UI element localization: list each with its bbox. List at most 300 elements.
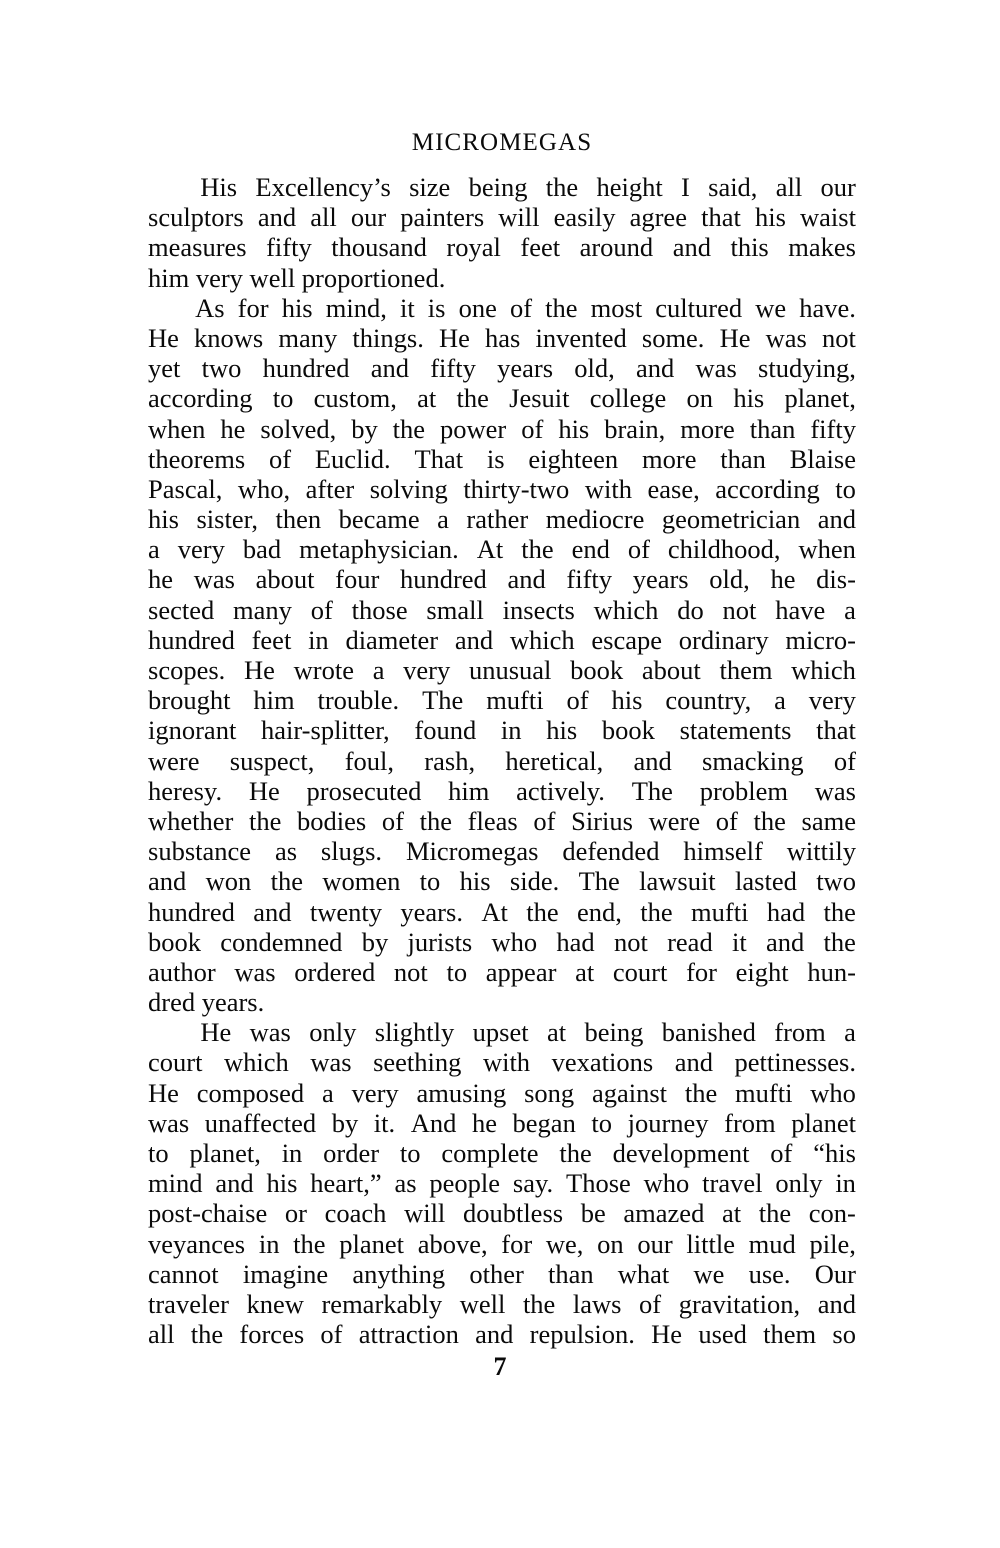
word: sected [148, 594, 215, 625]
word: which [791, 655, 856, 685]
text-line [148, 414, 856, 444]
word: ordered [294, 956, 376, 987]
word: the [753, 805, 786, 836]
word: to [399, 1138, 421, 1168]
word: “his [813, 1138, 856, 1168]
word: mediocre [545, 504, 645, 535]
text-line [148, 202, 856, 232]
word: other [469, 1258, 524, 1289]
word: the [526, 896, 559, 927]
word: the [419, 805, 452, 836]
word: end, [577, 896, 622, 927]
word: all [310, 202, 337, 233]
word: heart,” [310, 1168, 382, 1199]
word: he [148, 564, 174, 595]
word: was [234, 956, 276, 987]
word: invented [535, 322, 627, 353]
word: he [220, 413, 246, 444]
word: cannot [148, 1258, 219, 1289]
word: he [770, 564, 796, 595]
text-line [148, 595, 856, 625]
word: have [775, 594, 826, 625]
word: fifty [266, 232, 312, 263]
word: He [244, 655, 275, 685]
word: hundred [148, 896, 235, 927]
word: who [491, 926, 538, 957]
word: size [409, 172, 451, 202]
word: amusing [416, 1077, 507, 1108]
word: was [695, 353, 737, 384]
text-line [148, 957, 856, 987]
first-line-indent [148, 293, 182, 323]
text-line [148, 866, 856, 896]
word: court [612, 956, 668, 987]
word: as [394, 1168, 417, 1199]
line-text: him very well proportioned. [148, 262, 446, 293]
word: eighteen [528, 443, 619, 474]
word: knows [194, 322, 264, 353]
word: solved, [260, 413, 337, 444]
word: childhood, [667, 534, 781, 565]
text-line [148, 987, 856, 1017]
word: At [481, 896, 508, 927]
word: actively. [516, 775, 605, 806]
word: very [351, 1077, 399, 1108]
word: not [722, 594, 757, 625]
word: this [730, 232, 769, 263]
word: feet [251, 624, 292, 655]
page-number: 7 [493, 1352, 507, 1381]
word: when [798, 534, 856, 565]
word: of [268, 443, 292, 474]
word: our [350, 202, 387, 233]
first-line-indent [148, 172, 182, 202]
word: years [632, 564, 689, 595]
word: not [393, 956, 428, 987]
word: according [715, 473, 820, 504]
word: college [589, 383, 667, 414]
word: of [639, 1288, 662, 1319]
word: old, [574, 353, 615, 384]
word: our [637, 1228, 673, 1259]
word: agree [629, 202, 687, 233]
word: Micromegas [405, 836, 539, 867]
word: his [281, 292, 313, 323]
text-column [148, 126, 856, 1349]
word: foul, [344, 745, 395, 776]
text-line [148, 323, 856, 353]
word: side. [509, 866, 560, 897]
word: very [403, 655, 451, 685]
word: sister, [196, 504, 258, 535]
word: and [672, 232, 711, 263]
word: ignorant [148, 715, 237, 746]
word: some. [641, 322, 705, 353]
word: dis- [816, 564, 856, 595]
text-line [148, 625, 856, 655]
word: of [770, 1138, 793, 1168]
word: at [721, 1198, 742, 1229]
text-line [148, 806, 856, 836]
word: in [835, 1168, 856, 1199]
text-line [148, 1289, 856, 1319]
word: traveler [148, 1288, 229, 1319]
word: con- [808, 1198, 856, 1229]
word: to [835, 473, 856, 504]
word: He [248, 775, 280, 806]
word: a [321, 1077, 334, 1108]
word: his [459, 866, 491, 897]
word: the [270, 866, 303, 897]
word: book [148, 926, 201, 957]
word: heretical, [505, 745, 604, 776]
word: theorems [148, 443, 246, 474]
word: insects [502, 594, 575, 625]
word: mind [148, 1168, 203, 1199]
word: mufti [486, 685, 544, 716]
word: his [611, 685, 643, 716]
word: eight [735, 956, 789, 987]
body-text [148, 172, 856, 1349]
word: of [521, 413, 544, 444]
word: book [601, 715, 655, 746]
word: for [501, 1228, 533, 1259]
word: for [237, 292, 269, 323]
word: author [148, 956, 216, 987]
word: had [556, 926, 595, 957]
word: his [558, 413, 590, 444]
text-line [148, 897, 856, 927]
word: hun- [807, 956, 856, 987]
word: who [810, 1077, 856, 1108]
word: than [547, 1258, 594, 1289]
word: was [765, 322, 807, 353]
word: to [272, 383, 294, 414]
word: coach [324, 1198, 387, 1229]
word: his [754, 202, 786, 233]
line-text: dred years. [148, 987, 265, 1018]
word: Those [566, 1168, 631, 1199]
word: power [440, 413, 507, 444]
text-line [148, 293, 856, 323]
word: his [546, 715, 578, 746]
word: whether [148, 805, 234, 836]
word: At [476, 534, 504, 565]
word: is [486, 443, 505, 474]
word: lawsuit [639, 866, 716, 897]
word: jurists [407, 926, 473, 957]
word: unusual [468, 655, 552, 685]
page-title: MICROMEGAS [411, 129, 593, 156]
word: the [521, 534, 554, 565]
word: mind, [325, 292, 387, 323]
word: by [351, 413, 378, 444]
text-line [148, 927, 856, 957]
word: He [438, 322, 470, 353]
word: and [633, 745, 672, 776]
word: that [701, 202, 741, 233]
word: and [765, 926, 805, 957]
word: yet [148, 353, 181, 384]
word: or [284, 1198, 307, 1229]
word: the [758, 1198, 792, 1229]
word: sculptors [148, 202, 244, 233]
word: was [148, 1107, 190, 1138]
word: metaphysician. [299, 534, 459, 565]
word: and [636, 353, 675, 384]
word: more [642, 443, 697, 474]
word: cultured [655, 292, 743, 323]
word: knew [246, 1288, 304, 1319]
word: fifty [566, 564, 613, 595]
word: slugs. [320, 836, 383, 867]
text-line [148, 1047, 856, 1077]
word: He [200, 1017, 232, 1048]
word: suspect, [229, 745, 315, 776]
word: and [215, 1168, 254, 1199]
text-line [148, 776, 856, 806]
text-line [148, 232, 856, 262]
word: small [426, 594, 484, 625]
word: escape [591, 624, 663, 655]
word: ease, [647, 473, 700, 504]
word: two [816, 866, 856, 897]
text-line [148, 353, 856, 383]
word: smacking [702, 745, 804, 776]
text-line [148, 1319, 856, 1349]
word: two [201, 353, 242, 384]
word: geometrician [661, 504, 801, 535]
word: the [823, 896, 856, 927]
word: Excellency’s [255, 172, 391, 202]
word: we [755, 292, 787, 323]
word: all [775, 172, 803, 202]
word: of [310, 594, 333, 625]
word: won [205, 866, 252, 897]
word: and [454, 624, 494, 655]
word: He [148, 322, 179, 353]
word: the [392, 413, 426, 444]
word: prosecuted [306, 775, 422, 806]
word: of [320, 1319, 343, 1350]
word: bodies [297, 805, 367, 836]
text-line [148, 1078, 856, 1108]
word: hundred [399, 564, 487, 595]
word: were [648, 805, 701, 836]
word: fleas [467, 805, 518, 836]
word: it. [373, 1107, 396, 1138]
word: by [331, 1107, 359, 1138]
word: in [500, 715, 522, 746]
word: condemned [220, 926, 343, 957]
word: mud [748, 1228, 796, 1259]
word: began [512, 1107, 576, 1138]
word: read [667, 926, 713, 957]
word: The [631, 775, 673, 806]
word: against [591, 1077, 668, 1108]
word: what [617, 1258, 670, 1289]
word: upset [472, 1017, 529, 1048]
word: things. [352, 322, 424, 353]
word: more [680, 413, 735, 444]
word: most [590, 292, 643, 323]
word: only [775, 1168, 823, 1199]
word: said, [708, 172, 758, 202]
word: wittily [786, 836, 856, 867]
word: his [266, 1168, 298, 1199]
text-line [148, 263, 856, 293]
word: seething [373, 1047, 462, 1078]
text-line [148, 655, 856, 685]
word: the [823, 926, 856, 957]
word: and [257, 202, 297, 233]
word: The [422, 685, 464, 716]
word: of [715, 805, 738, 836]
word: the [249, 805, 282, 836]
word: thousand [331, 232, 427, 263]
word: the [640, 896, 673, 927]
word: twenty [309, 896, 383, 927]
word: trouble. [317, 685, 400, 716]
word: after [305, 473, 355, 504]
word: thirty-two [463, 473, 570, 504]
word: Blaise [789, 443, 856, 474]
word: used [698, 1319, 747, 1350]
word: of [509, 292, 533, 323]
word: in [281, 1138, 303, 1168]
word: of [627, 534, 650, 565]
word: in [258, 1228, 280, 1259]
word: about [255, 564, 315, 595]
text-line [148, 836, 856, 866]
word: and [253, 896, 292, 927]
word: the [545, 292, 578, 323]
word: him [448, 775, 490, 806]
text-line [148, 715, 856, 745]
word: height [596, 172, 663, 202]
word: it [399, 292, 415, 323]
word: a [844, 1017, 856, 1048]
word: our [820, 172, 856, 202]
word: order [323, 1138, 380, 1168]
word: gravitation, [678, 1288, 801, 1319]
word: banished [661, 1017, 756, 1048]
word: very [177, 534, 225, 565]
word: pettinesses. [734, 1047, 856, 1078]
word: himself [683, 836, 763, 867]
word: the [684, 1077, 718, 1108]
word: will [498, 202, 540, 233]
word: repulsion. [529, 1319, 635, 1350]
word: mufti [735, 1077, 793, 1108]
word: rather [466, 504, 529, 535]
word: to [419, 866, 441, 897]
word: him [253, 685, 295, 716]
word: scopes. [148, 655, 226, 685]
word: from [774, 1017, 826, 1048]
word: has [485, 322, 521, 353]
text-line [148, 474, 856, 504]
word: them [763, 1319, 817, 1350]
word: years [497, 353, 554, 384]
word: not [613, 926, 648, 957]
word: He [719, 322, 751, 353]
word: women [322, 866, 401, 897]
word: book [570, 655, 624, 685]
word: became [338, 504, 420, 535]
word: around [579, 232, 654, 263]
word: ordinary [678, 624, 769, 655]
word: the [559, 1138, 592, 1168]
word: all [148, 1319, 175, 1350]
word: very [808, 685, 856, 716]
word: vexations [551, 1047, 654, 1078]
word: and [370, 353, 409, 384]
word: his [148, 504, 179, 535]
word: waist [800, 202, 856, 233]
word: with [584, 473, 632, 504]
word: easily [553, 202, 616, 233]
word: of [533, 805, 556, 836]
word: Jesuit [509, 383, 570, 414]
word: and [507, 564, 546, 595]
word: on [597, 1228, 624, 1259]
word: painters [400, 202, 485, 233]
word: by [361, 926, 389, 957]
word: He [651, 1319, 683, 1350]
word: planet, [784, 383, 856, 414]
word: journey [627, 1107, 709, 1138]
word: were [148, 745, 200, 776]
word: a [372, 655, 385, 685]
word: from [724, 1107, 776, 1138]
word: studying, [758, 353, 856, 384]
word: remarkably [321, 1288, 443, 1319]
word: As [195, 292, 225, 323]
word: than [720, 443, 766, 474]
word: and [674, 1047, 713, 1078]
text-line [148, 1138, 856, 1168]
word: old, [709, 564, 750, 595]
word: many [233, 594, 292, 625]
word: it [731, 926, 747, 957]
word: which [593, 594, 659, 625]
word: laws [572, 1288, 622, 1319]
word: to [591, 1107, 613, 1138]
word: rash, [424, 745, 476, 776]
word: as [274, 836, 298, 867]
word: is [427, 292, 446, 323]
word: He [148, 1077, 179, 1108]
word: many [278, 322, 338, 353]
word: country, [665, 685, 752, 716]
word: measures [148, 232, 247, 263]
word: statements [679, 715, 792, 746]
text-line [148, 746, 856, 776]
word: hair-splitter, [261, 715, 390, 746]
word: That [414, 443, 464, 474]
text-line [148, 444, 856, 474]
word: complete [441, 1138, 539, 1168]
word: about [641, 655, 701, 685]
word: found [414, 715, 477, 746]
word: than [749, 413, 796, 444]
word: one [458, 292, 497, 323]
word: And [410, 1107, 457, 1138]
word: not [821, 322, 856, 353]
word: four [335, 564, 380, 595]
word: post-chaise [148, 1198, 268, 1229]
